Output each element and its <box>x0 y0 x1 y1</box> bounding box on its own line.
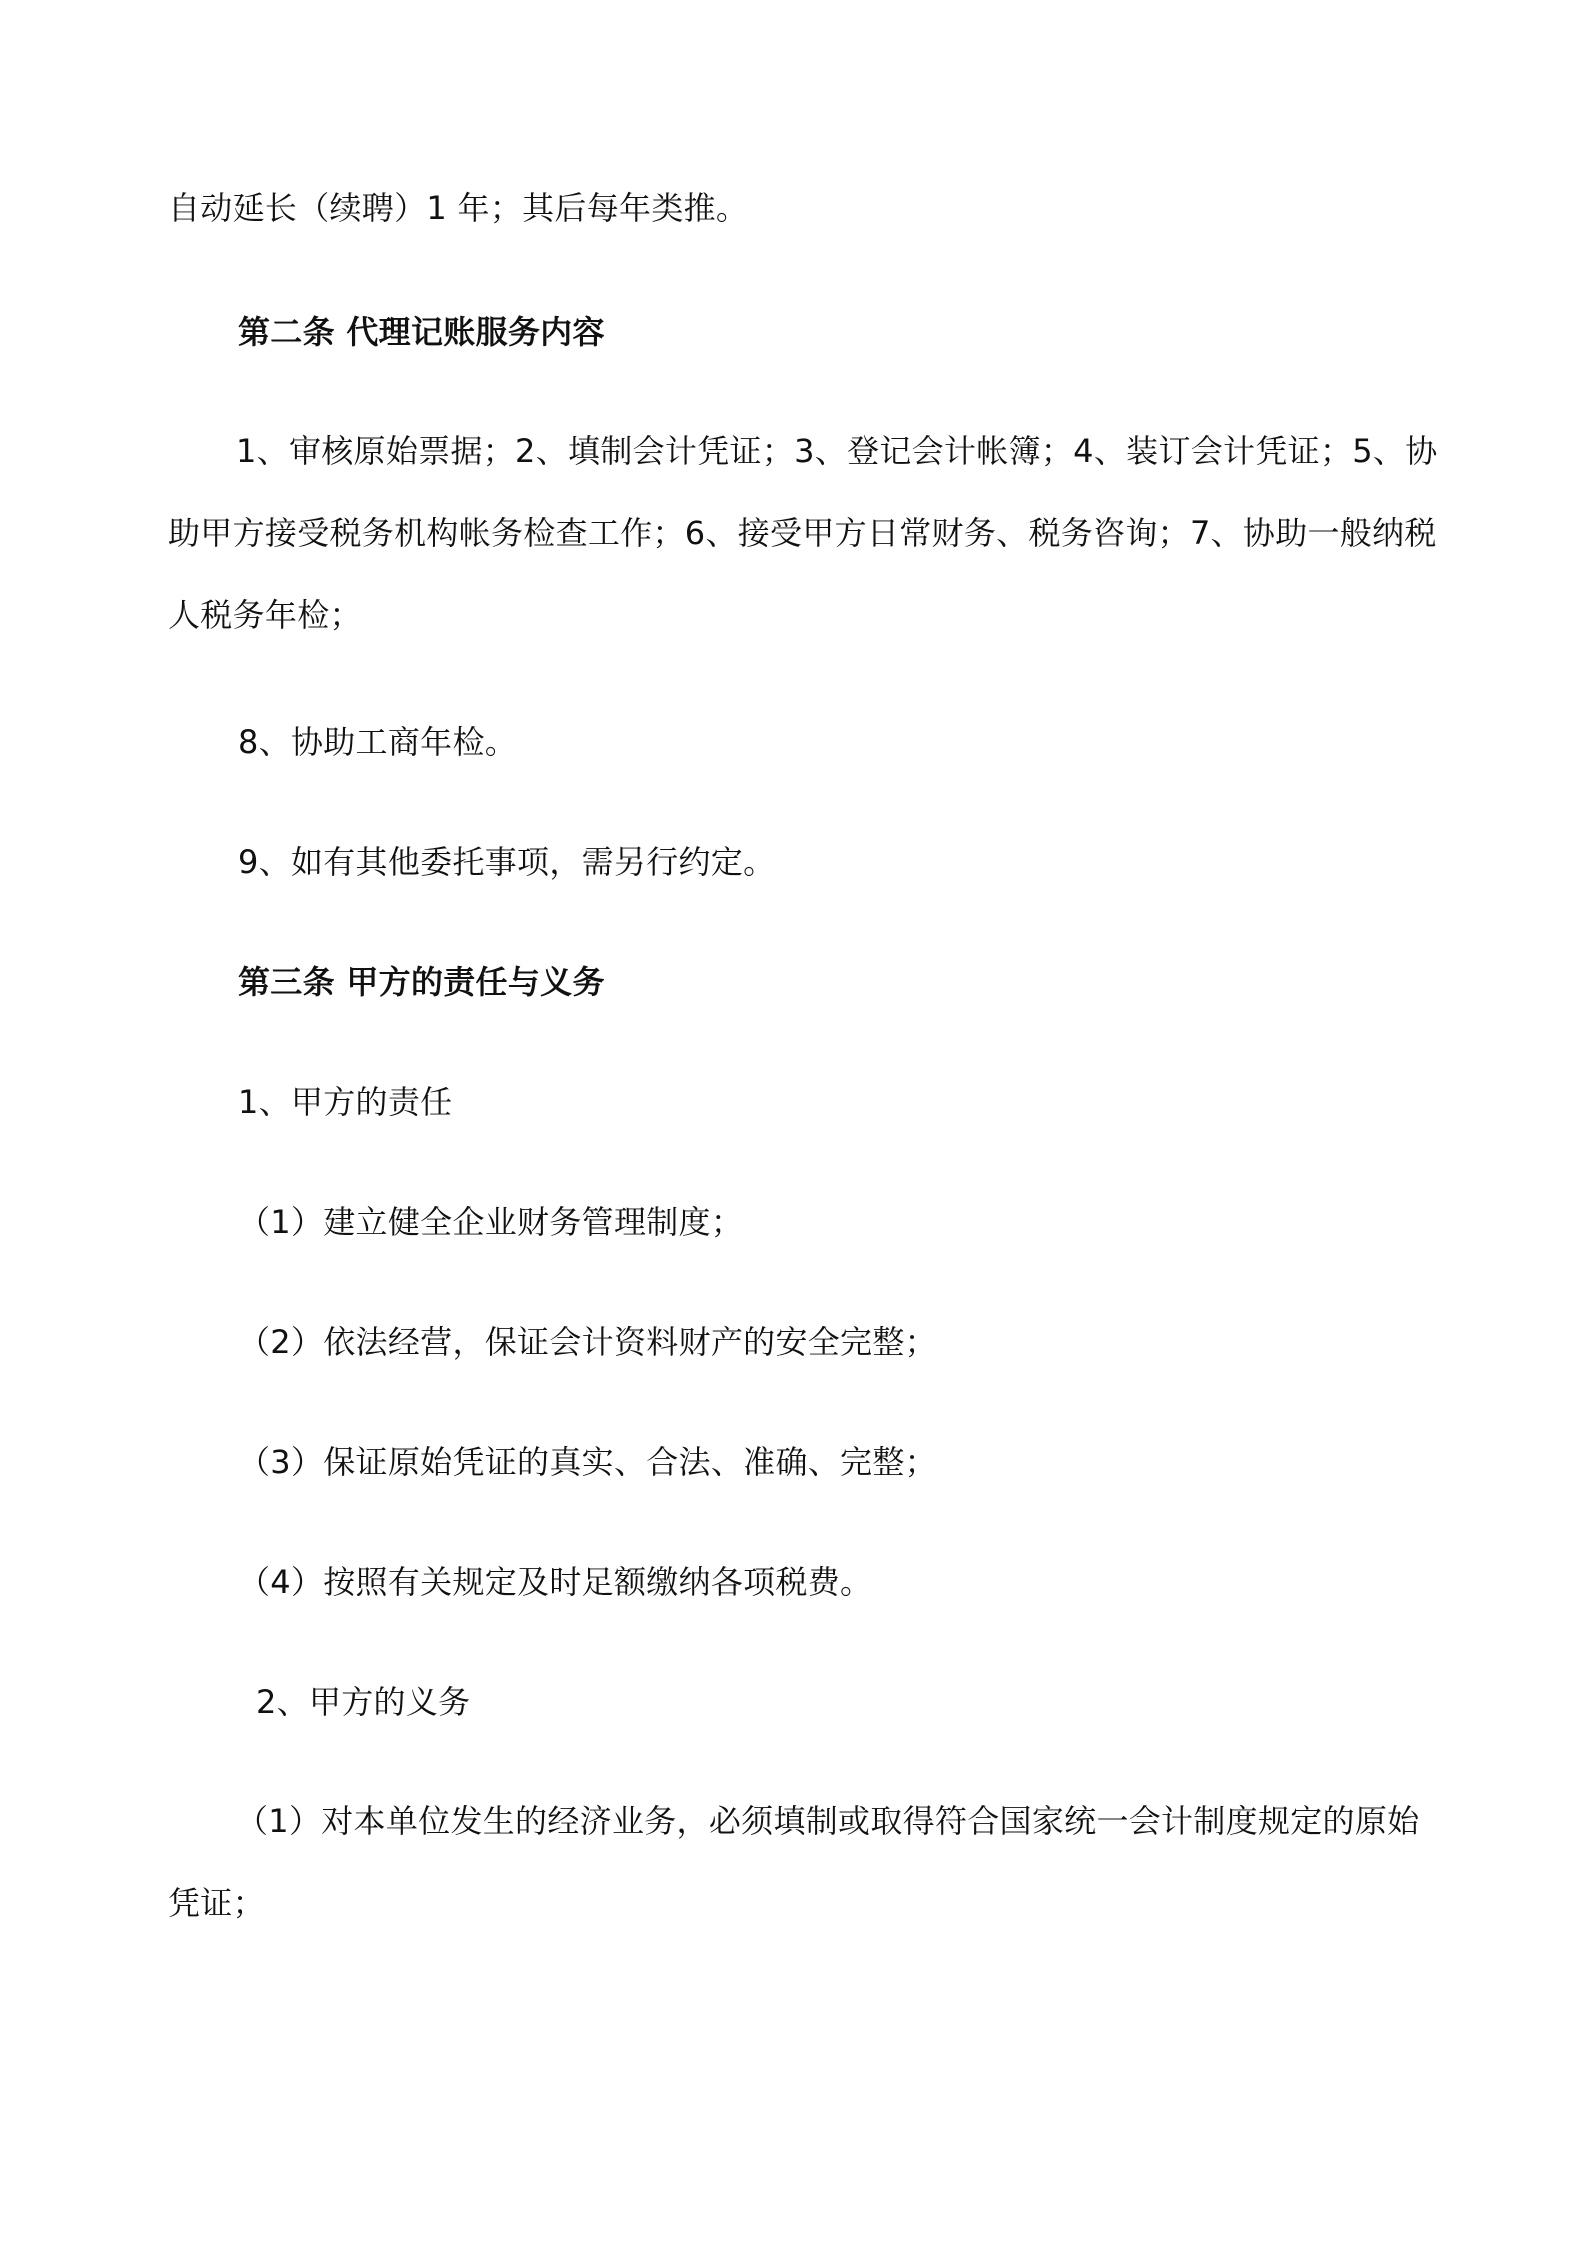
list-item-obligation-1: （1）对本单位发生的经济业务，必须填制或取得符合国家统一会计制度规定的原始凭证； <box>168 1802 1420 1922</box>
section-heading-article-3: 第三条 甲方的责任与义务 <box>238 963 605 1001</box>
paragraph-item-8: 8、协助工商年检。 <box>238 723 518 761</box>
list-item-responsibility-3: （3）保证原始凭证的真实、合法、准确、完整； <box>238 1443 937 1481</box>
paragraph-service-items: 1、审核原始票据；2、填制会计凭证；3、登记会计帐簿；4、装订会计凭证；5、协助甲方接受税务机构帐务检查工作；6、接受甲方日常财务、税务咨询；7、协助一般纳税人税务年检； <box>168 432 1438 634</box>
section-heading-article-2: 第二条 代理记账服务内容 <box>238 313 605 351</box>
list-item-responsibility-2: （2）依法经营，保证会计资料财产的安全完整； <box>238 1323 937 1361</box>
paragraph-item-9: 9、如有其他委托事项，需另行约定。 <box>238 843 776 881</box>
subheading-party-a-obligation: 2、甲方的义务 <box>256 1683 471 1721</box>
list-item-responsibility-4: （4）按照有关规定及时足额缴纳各项税费。 <box>238 1563 873 1601</box>
paragraph-continuation: 自动延长（续聘）1 年；其后每年类推。 <box>168 189 749 227</box>
subheading-party-a-responsibility: 1、甲方的责任 <box>238 1083 453 1121</box>
list-item-responsibility-1: （1）建立健全企业财务管理制度； <box>238 1203 744 1241</box>
